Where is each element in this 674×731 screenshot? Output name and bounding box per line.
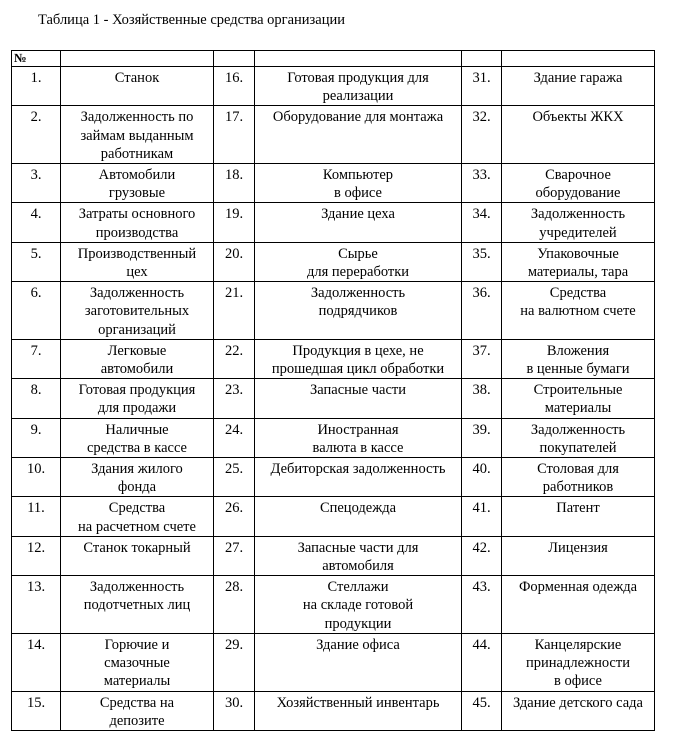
item-name bbox=[255, 67, 462, 106]
item-name bbox=[502, 164, 655, 203]
item-name bbox=[255, 282, 462, 340]
item-number: 1. bbox=[12, 67, 61, 106]
item-name bbox=[61, 242, 214, 281]
table-row bbox=[12, 633, 655, 691]
item-name-line: автомобиля bbox=[322, 558, 394, 575]
item-name-line: грузовые bbox=[108, 185, 166, 202]
header-number-cell: № bbox=[12, 51, 61, 67]
item-name-line: принадлежности bbox=[526, 655, 630, 672]
header-cell bbox=[502, 51, 655, 67]
item-name-line: фонда bbox=[117, 479, 157, 496]
table-row bbox=[12, 691, 655, 730]
table-caption: Таблица 1 - Хозяйственные средства организации bbox=[38, 12, 345, 28]
item-name-line: Станок bbox=[114, 70, 160, 86]
item-name-line: Лицензия bbox=[548, 539, 608, 556]
item-name-line: Горючие и bbox=[104, 636, 170, 653]
item-name-line: производства bbox=[95, 224, 179, 241]
item-number: 18. bbox=[214, 164, 255, 203]
item-name-line: материалы bbox=[544, 400, 612, 417]
item-name bbox=[255, 633, 462, 691]
item-name-line: Спецодежда bbox=[319, 500, 397, 517]
item-name-line: Производственный bbox=[77, 245, 197, 262]
item-name bbox=[502, 67, 655, 106]
item-name-line: Затраты основного bbox=[78, 206, 196, 223]
item-name-line: Хозяйственный инвентарь bbox=[276, 694, 440, 711]
item-name bbox=[61, 458, 214, 497]
item-name bbox=[502, 379, 655, 418]
item-name-line: Здание цеха bbox=[321, 206, 395, 223]
item-number: 2. bbox=[12, 106, 61, 164]
item-name-line: подрядчиков bbox=[318, 303, 398, 320]
item-name-line: смазочные bbox=[104, 655, 170, 672]
item-name-line: Запасные части bbox=[310, 382, 406, 399]
item-name-line: в офисе bbox=[554, 673, 602, 690]
item-name-line: Иностранная bbox=[317, 421, 399, 438]
item-name-line: Автомобили bbox=[98, 167, 176, 184]
item-name-line: в ценные бумаги bbox=[526, 361, 630, 378]
item-name-line: Задолженность bbox=[530, 206, 626, 223]
item-name-line: Стеллажи bbox=[327, 579, 389, 596]
item-number: 29. bbox=[214, 633, 255, 691]
table-row bbox=[12, 282, 655, 340]
item-number: 24. bbox=[214, 418, 255, 457]
item-number: 5. bbox=[12, 242, 61, 281]
item-name-line: Канцелярские bbox=[534, 636, 622, 653]
table-row bbox=[12, 106, 655, 164]
item-name-line: Готовая продукция для bbox=[287, 70, 429, 86]
table-row bbox=[12, 203, 655, 242]
item-number: 35. bbox=[462, 242, 502, 281]
header-cell bbox=[255, 51, 462, 67]
item-name-line: Задолженность bbox=[310, 285, 406, 302]
item-number: 12. bbox=[12, 536, 61, 575]
item-name bbox=[502, 497, 655, 536]
item-name-line: средства в кассе bbox=[86, 439, 187, 456]
item-name-line: Станок токарный bbox=[83, 539, 191, 556]
item-name bbox=[61, 203, 214, 242]
item-name bbox=[61, 67, 214, 106]
item-name bbox=[502, 242, 655, 281]
item-name-line: Здание гаража bbox=[533, 70, 623, 86]
item-name-line: займам выданным bbox=[80, 127, 194, 144]
item-name-line: на валютном счете bbox=[520, 303, 636, 320]
item-number: 26. bbox=[214, 497, 255, 536]
item-name bbox=[502, 418, 655, 457]
item-name bbox=[255, 458, 462, 497]
item-name bbox=[255, 691, 462, 730]
item-number: 10. bbox=[12, 458, 61, 497]
item-name-line: Строительные bbox=[533, 382, 623, 399]
item-name bbox=[61, 633, 214, 691]
item-number: 6. bbox=[12, 282, 61, 340]
table-row bbox=[12, 164, 655, 203]
item-number: 21. bbox=[214, 282, 255, 340]
item-name-line: Дебиторская задолженность bbox=[270, 461, 446, 478]
item-name bbox=[255, 242, 462, 281]
item-number: 7. bbox=[12, 339, 61, 378]
header-cell bbox=[214, 51, 255, 67]
item-number: 22. bbox=[214, 339, 255, 378]
item-name bbox=[61, 339, 214, 378]
item-name bbox=[255, 203, 462, 242]
item-number: 20. bbox=[214, 242, 255, 281]
item-number: 8. bbox=[12, 379, 61, 418]
item-name bbox=[502, 339, 655, 378]
item-name-line: Упаковочные bbox=[537, 245, 619, 262]
item-name-line: для продажи bbox=[97, 400, 177, 417]
table-row bbox=[12, 458, 655, 497]
item-number: 30. bbox=[214, 691, 255, 730]
item-name-line: материалы, тара bbox=[527, 264, 629, 281]
item-name bbox=[255, 497, 462, 536]
item-number: 45. bbox=[462, 691, 502, 730]
item-number: 17. bbox=[214, 106, 255, 164]
item-name bbox=[255, 418, 462, 457]
item-name-line: Задолженность bbox=[530, 421, 626, 438]
item-name-line: оборудование bbox=[535, 185, 621, 202]
item-name bbox=[502, 691, 655, 730]
item-name-line: на складе готовой bbox=[302, 597, 414, 614]
item-name-line: Объекты ЖКХ bbox=[532, 109, 624, 126]
item-number: 9. bbox=[12, 418, 61, 457]
item-name bbox=[502, 203, 655, 242]
item-name bbox=[255, 379, 462, 418]
item-name bbox=[61, 691, 214, 730]
item-name bbox=[255, 576, 462, 634]
item-name-line: Форменная одежда bbox=[518, 579, 638, 596]
item-name-line: Сварочное bbox=[545, 167, 611, 184]
item-name-line: материалы bbox=[103, 673, 171, 690]
table-row bbox=[12, 536, 655, 575]
item-number: 42. bbox=[462, 536, 502, 575]
item-number: 3. bbox=[12, 164, 61, 203]
item-name-line: Компьютер bbox=[322, 167, 394, 184]
item-name-line: Оборудование для монтажа bbox=[272, 109, 444, 126]
item-name-line: заготовительных bbox=[84, 303, 190, 320]
table-row bbox=[12, 418, 655, 457]
item-number: 15. bbox=[12, 691, 61, 730]
item-name-line: покупателей bbox=[539, 439, 617, 456]
item-number: 41. bbox=[462, 497, 502, 536]
item-name bbox=[255, 339, 462, 378]
table-row bbox=[12, 67, 655, 106]
item-number: 11. bbox=[12, 497, 61, 536]
item-name-line: цех bbox=[126, 264, 148, 281]
item-name bbox=[255, 164, 462, 203]
item-name-line: Здание офиса bbox=[316, 636, 400, 653]
item-name-line: Задолженность по bbox=[80, 109, 194, 126]
item-number: 38. bbox=[462, 379, 502, 418]
item-number: 31. bbox=[462, 67, 502, 106]
item-name bbox=[502, 458, 655, 497]
item-name-line: учредителей bbox=[539, 224, 617, 241]
item-name-line: Продукция в цехе, не bbox=[292, 342, 424, 359]
header-cell bbox=[462, 51, 502, 67]
item-number: 4. bbox=[12, 203, 61, 242]
item-name bbox=[502, 282, 655, 340]
item-number: 39. bbox=[462, 418, 502, 457]
item-number: 32. bbox=[462, 106, 502, 164]
item-name-line: Легковые bbox=[107, 342, 167, 359]
item-name-line: Столовая для bbox=[537, 461, 619, 478]
item-name-line: Сырье bbox=[338, 245, 378, 262]
item-number: 34. bbox=[462, 203, 502, 242]
item-name-line: продукции bbox=[324, 615, 392, 632]
item-name-line: автомобили bbox=[100, 361, 174, 378]
item-number: 44. bbox=[462, 633, 502, 691]
item-name bbox=[502, 576, 655, 634]
item-number: 27. bbox=[214, 536, 255, 575]
item-name-line: депозите bbox=[109, 712, 165, 729]
item-name-line: организаций bbox=[98, 321, 176, 338]
table-body bbox=[12, 67, 655, 731]
item-name-line: Запасные части для bbox=[297, 539, 419, 556]
item-name bbox=[61, 282, 214, 340]
table-row bbox=[12, 379, 655, 418]
item-name-line: Здание детского сада bbox=[513, 694, 643, 711]
item-name bbox=[61, 164, 214, 203]
assets-table bbox=[11, 50, 655, 731]
item-name-line: Средства на bbox=[99, 694, 175, 711]
item-number: 16. bbox=[214, 67, 255, 106]
item-number: 36. bbox=[462, 282, 502, 340]
table-row bbox=[12, 576, 655, 634]
header-row bbox=[12, 51, 655, 67]
item-number: 40. bbox=[462, 458, 502, 497]
item-name-line: Средства bbox=[549, 285, 607, 302]
item-number: 28. bbox=[214, 576, 255, 634]
item-name-line: Задолженность bbox=[89, 285, 185, 302]
item-name-line: Средства bbox=[108, 500, 166, 517]
header-cell bbox=[61, 51, 214, 67]
item-name bbox=[61, 106, 214, 164]
item-name-line: для переработки bbox=[306, 264, 410, 281]
item-name bbox=[61, 418, 214, 457]
item-name bbox=[61, 379, 214, 418]
item-name-line: Задолженность bbox=[89, 579, 185, 596]
item-name-line: подотчетных лиц bbox=[83, 597, 191, 614]
item-name bbox=[61, 576, 214, 634]
item-name bbox=[502, 106, 655, 164]
item-number: 43. bbox=[462, 576, 502, 634]
item-number: 13. bbox=[12, 576, 61, 634]
item-name bbox=[502, 633, 655, 691]
table-row bbox=[12, 497, 655, 536]
table-row bbox=[12, 339, 655, 378]
item-number: 25. bbox=[214, 458, 255, 497]
item-name-line: Патент bbox=[556, 500, 600, 517]
item-name-line: работников bbox=[542, 479, 614, 496]
item-number: 19. bbox=[214, 203, 255, 242]
table-row bbox=[12, 242, 655, 281]
item-name bbox=[61, 497, 214, 536]
item-name bbox=[61, 536, 214, 575]
item-name-line: Здания жилого bbox=[91, 461, 183, 478]
table-header bbox=[12, 51, 655, 67]
item-name-line: работникам bbox=[100, 145, 174, 162]
item-number: 33. bbox=[462, 164, 502, 203]
item-name bbox=[502, 536, 655, 575]
item-number: 37. bbox=[462, 339, 502, 378]
item-name-line: Вложения bbox=[546, 342, 610, 359]
item-name bbox=[255, 536, 462, 575]
item-name-line: валюта в кассе bbox=[312, 439, 404, 456]
item-number: 14. bbox=[12, 633, 61, 691]
item-name-line: прошедшая цикл обработки bbox=[271, 361, 445, 378]
item-name-line: на расчетном счете bbox=[78, 518, 196, 535]
item-name-line: в офисе bbox=[334, 185, 382, 202]
item-number: 23. bbox=[214, 379, 255, 418]
item-name-line: Наличные bbox=[105, 421, 169, 438]
item-name-line: Готовая продукция bbox=[78, 382, 196, 399]
item-name bbox=[255, 106, 462, 164]
item-name-line: реализации bbox=[322, 88, 394, 105]
